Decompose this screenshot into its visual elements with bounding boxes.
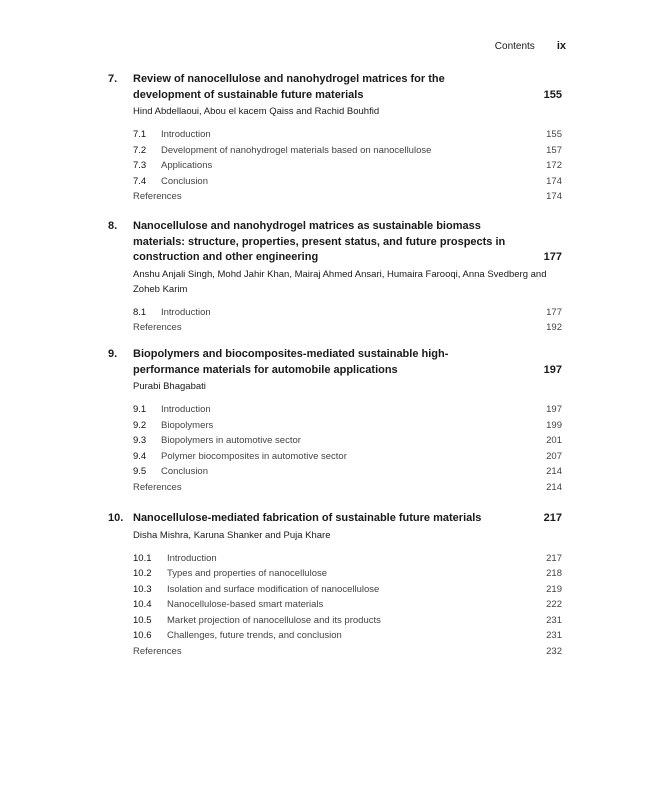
section-number: 7.1 [133, 129, 147, 140]
chapter-title: Nanocellulose-mediated fabrication of sustainable future materials [133, 512, 482, 524]
section-title: Development of nanohydrogel materials based on nanocellulose [161, 144, 432, 156]
references-label: References [133, 645, 182, 657]
section-number: 10.5 [133, 614, 152, 626]
chapter-heading[interactable] [108, 511, 562, 527]
section-page: 214 [546, 466, 562, 477]
section-title: Introduction [167, 552, 217, 564]
header-title: Contents [494, 41, 535, 52]
section-title: Conclusion [161, 466, 208, 477]
toc-chapter-7 [108, 72, 562, 205]
section-number: 7.2 [133, 144, 147, 156]
section-title: Challenges, future trends, and conclusion [167, 630, 342, 641]
section-title: Market projection of nanocellulose and its products [167, 614, 381, 626]
section-page: 219 [546, 583, 562, 595]
section-number: 10.1 [133, 552, 152, 564]
chapter-page: 217 [543, 512, 562, 524]
toc-section-entry[interactable] [133, 402, 562, 418]
section-number: 9.1 [133, 404, 147, 415]
section-page: 201 [546, 435, 562, 446]
section-title: Nanocellulose-based smart materials [167, 599, 324, 610]
header-page-number: ix [556, 40, 566, 52]
section-page: 157 [546, 144, 562, 156]
toc-section-entry[interactable] [133, 613, 562, 629]
section-number: 8.1 [133, 306, 147, 318]
chapter-heading[interactable] [108, 219, 562, 266]
toc-section-entry[interactable] [133, 628, 562, 644]
references-page: 214 [546, 481, 562, 493]
chapter-number: 7. [108, 73, 118, 85]
toc-section-entry[interactable] [133, 433, 562, 449]
toc-section-entry[interactable] [133, 551, 562, 567]
section-title: Introduction [161, 129, 211, 140]
chapter-number: 9. [108, 348, 118, 360]
section-number: 10.4 [133, 599, 152, 610]
section-title: Biopolymers in automotive sector [161, 435, 301, 446]
chapter-number: 10. [108, 512, 124, 524]
references-entry[interactable] [133, 644, 562, 660]
chapter-page: 177 [543, 251, 562, 263]
chapter-authors: Purabi Bhagabati [133, 381, 206, 392]
chapter-title: Review of nanocellulose and nanohydrogel matrices for the development of sustainable future materials [133, 73, 445, 101]
section-page: 155 [546, 129, 562, 140]
section-title: Introduction [161, 306, 211, 318]
references-entry[interactable] [133, 320, 562, 336]
chapter-authors: Hind Abdellaoui, Abou el kacem Qaiss and Rachid Bouhfid [133, 106, 380, 117]
references-label: References [133, 481, 182, 493]
section-page: 174 [546, 175, 562, 187]
section-page: 231 [546, 630, 562, 641]
chapter-page: 197 [543, 363, 562, 376]
running-header [495, 40, 566, 52]
toc-section-entry[interactable] [133, 597, 562, 613]
section-number: 10.2 [133, 568, 152, 579]
section-number: 7.4 [133, 175, 147, 187]
chapter-number: 8. [108, 220, 118, 232]
toc-section-entry[interactable] [133, 174, 562, 190]
section-page: 199 [546, 419, 562, 431]
section-number: 10.3 [133, 583, 152, 595]
section-page: 217 [546, 552, 562, 564]
section-title: Types and properties of nanocellulose [167, 568, 328, 579]
section-page: 197 [546, 404, 562, 415]
section-page: 218 [546, 568, 562, 579]
section-page: 231 [546, 614, 562, 626]
toc-section-entry[interactable] [133, 127, 562, 143]
section-number: 7.3 [133, 160, 147, 171]
references-entry[interactable] [133, 480, 562, 496]
section-page: 172 [546, 160, 562, 171]
section-title: Isolation and surface modification of nanocellulose [167, 583, 380, 595]
toc-section-entry[interactable] [133, 566, 562, 582]
section-number: 9.5 [133, 466, 147, 477]
chapter-heading[interactable] [108, 347, 562, 378]
toc-section-entry[interactable] [133, 449, 562, 465]
section-list [108, 402, 562, 495]
section-list [108, 551, 562, 660]
section-page: 207 [546, 450, 562, 462]
section-list [108, 127, 562, 205]
toc-section-entry[interactable] [133, 158, 562, 174]
toc-chapter-9 [108, 347, 562, 495]
toc-chapter-10 [108, 511, 562, 659]
toc-section-entry[interactable] [133, 305, 562, 321]
section-page: 222 [546, 599, 562, 610]
section-number: 9.4 [133, 450, 147, 462]
chapter-title: Nanocellulose and nanohydrogel matrices as sustainable biomass materials: structure, properties, present status, and future prospects in construction and other engineering [133, 220, 506, 263]
references-page: 192 [546, 322, 562, 333]
toc-section-entry[interactable] [133, 464, 562, 480]
section-number: 10.6 [133, 630, 152, 641]
chapter-authors: Disha Mishra, Karuna Shanker and Puja Khare [133, 529, 331, 541]
section-list [108, 305, 562, 336]
references-page: 232 [546, 645, 562, 657]
section-title: Applications [161, 160, 213, 171]
toc-section-entry[interactable] [133, 582, 562, 598]
toc-chapter-8 [108, 219, 562, 336]
section-title: Polymer biocomposites in automotive sector [161, 450, 347, 462]
references-label: References [133, 191, 182, 202]
chapter-page: 155 [543, 88, 562, 101]
section-number: 9.3 [133, 435, 147, 446]
section-title: Introduction [161, 404, 211, 415]
references-page: 174 [546, 191, 562, 202]
toc-section-entry[interactable] [133, 418, 562, 434]
chapter-title: Biopolymers and biocomposites-mediated sustainable high-performance materials for automobile applications [133, 348, 449, 376]
chapter-heading[interactable] [108, 72, 562, 103]
toc-section-entry[interactable] [133, 143, 562, 159]
section-title: Conclusion [161, 175, 208, 187]
references-label: References [133, 322, 182, 333]
section-number: 9.2 [133, 419, 147, 431]
references-entry[interactable] [133, 189, 562, 205]
section-page: 177 [546, 306, 562, 318]
section-title: Biopolymers [161, 419, 214, 431]
chapter-authors: Anshu Anjali Singh, Mohd Jahir Khan, Mairaj Ahmed Ansari, Humaira Farooqi, Anna Svedberg and Zoheb Karim [133, 268, 547, 295]
